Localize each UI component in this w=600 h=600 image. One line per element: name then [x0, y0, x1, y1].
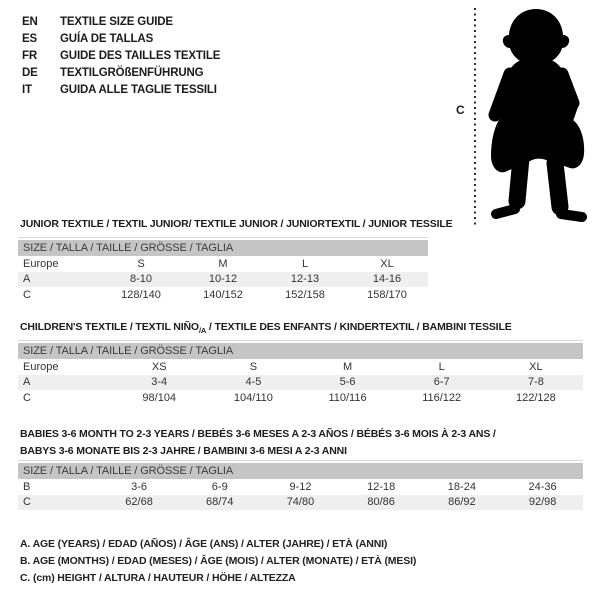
children-table-title [20, 321, 512, 335]
size-cell: 7-8 [527, 376, 544, 389]
size-cell: 6-9 [211, 480, 228, 493]
note-age-years: A. AGE (YEARS) / EDAD (AÑOS) / ÂGE (ANS) / ALTER (JAHRE) / ETÀ (ANNI) [20, 538, 388, 550]
row-label: C [23, 496, 31, 509]
size-cell: 104/110 [233, 391, 273, 404]
size-cell: 158/170 [367, 288, 407, 301]
size-cell: M [342, 360, 353, 373]
row-label: Europe [23, 360, 59, 373]
junior-table-title [20, 218, 452, 230]
size-header-bar: SIZE / TALLA / TAILLE / GRÖSSE / TAGLIA [18, 463, 583, 479]
table-row [18, 256, 428, 272]
table-header-row [18, 343, 583, 359]
size-cell: 140/152 [203, 288, 243, 301]
table-row [18, 479, 583, 495]
size-cell: 12-13 [290, 273, 320, 286]
size-cell: XL [529, 360, 543, 373]
note-height-cm: C. (cm) HEIGHT / ALTURA / HAUTEUR / HÖHE / ALTEZZA [20, 572, 296, 585]
table-header-row [18, 463, 583, 479]
size-table [18, 343, 583, 406]
size-cell: 86/92 [448, 496, 476, 509]
children-title-sub: /A [198, 326, 207, 336]
babies-table-title [20, 426, 496, 460]
babies-title-line1: BABIES 3-6 MONTH TO 2-3 YEARS / BEBÉS 3-6 MESES A 2-3 AÑOS / BÉBÉS 3-6 MOIS À 2-3 ANS / [20, 428, 496, 440]
size-cell: 24-36 [528, 480, 557, 493]
size-cell: 80/86 [367, 496, 395, 509]
size-table [18, 240, 428, 303]
babies-size-table [18, 460, 583, 510]
children-title-post: / TEXTILE DES ENFANTS / KINDERTEXTIL / BAMBINI TESSILE [206, 321, 512, 333]
size-cell: 4-5 [245, 376, 262, 389]
babies-title-line2: BABYS 3-6 MONATE BIS 2-3 JAHRE / BAMBINI 3-6 MESI A 2-3 ANNI [20, 445, 347, 457]
lang-code: EN [22, 15, 38, 28]
size-cell: 8-10 [129, 273, 153, 286]
size-cell: 74/80 [286, 496, 315, 509]
size-cell: 122/128 [516, 391, 556, 404]
lang-row-en [22, 13, 220, 30]
lang-row-de [22, 64, 220, 81]
table-row [18, 375, 583, 391]
junior-size-table [18, 237, 428, 303]
lang-code: ES [22, 32, 38, 45]
table-header-row [18, 240, 428, 256]
size-cell: 6-7 [433, 376, 450, 389]
measurement-figure [445, 0, 600, 232]
table-row [18, 390, 583, 406]
lang-row-es [22, 30, 220, 47]
size-cell: 10-12 [208, 273, 238, 286]
size-cell: 5-6 [339, 376, 356, 389]
size-header-bar: SIZE / TALLA / TAILLE / GRÖSSE / TAGLIA [18, 240, 428, 256]
lang-row-it [22, 81, 220, 98]
size-cell: 3-4 [151, 376, 168, 389]
table-row [18, 287, 428, 303]
size-cell: M [218, 257, 228, 270]
row-label: B [23, 480, 31, 493]
table-row [18, 359, 583, 375]
legend-notes [20, 536, 416, 588]
size-table [18, 463, 583, 510]
size-cell: XL [380, 257, 394, 270]
size-cell: L [438, 360, 445, 373]
lang-label: TEXTILE SIZE GUIDE [60, 15, 173, 28]
size-cell: L [301, 257, 309, 270]
size-cell: S [137, 257, 145, 270]
measure-c-label: C [456, 103, 465, 117]
size-cell: 128/140 [121, 288, 161, 301]
lang-label: TEXTILGRÖßENFÜHRUNG [60, 66, 204, 79]
children-title-pre: CHILDREN'S TEXTILE / TEXTIL NIÑO [20, 321, 199, 333]
size-cell: 98/104 [142, 391, 177, 404]
language-title-block [22, 13, 220, 98]
table-row [18, 495, 583, 511]
lang-row-fr [22, 47, 220, 64]
lang-code: FR [22, 49, 38, 62]
children-size-table [18, 340, 583, 406]
table-row [18, 272, 428, 288]
row-label: A [23, 273, 31, 286]
size-cell: 62/68 [125, 496, 153, 509]
size-cell: 68/74 [205, 496, 234, 509]
lang-code: IT [22, 83, 32, 96]
size-cell: 110/116 [328, 391, 367, 404]
lang-label: GUIDE DES TAILLES TEXTILE [60, 49, 221, 62]
size-cell: 9-12 [289, 480, 312, 493]
row-label: Europe [23, 257, 59, 270]
baby-silhouette-icon [483, 8, 589, 222]
size-cell: 116/122 [422, 391, 462, 404]
size-cell: 18-24 [447, 480, 476, 493]
row-label: A [23, 376, 31, 389]
lang-code: DE [22, 66, 38, 79]
size-cell: 92/98 [528, 496, 557, 509]
note-age-months: B. AGE (MONTHS) / EDAD (MESES) / ÂGE (MOIS) / ALTER (MONATE) / ETÀ (MESI) [20, 555, 417, 568]
size-cell: 3-6 [131, 480, 147, 493]
lang-label: GUIDA ALLE TAGLIE TESSILI [60, 83, 217, 96]
size-cell: 14-16 [372, 273, 402, 286]
size-cell: XS [151, 360, 167, 373]
row-label: C [23, 391, 31, 404]
size-cell: 152/158 [285, 288, 325, 301]
lang-label: GUÍA DE TALLAS [60, 32, 154, 45]
size-cell: 12-18 [367, 480, 396, 493]
junior-title-text: JUNIOR TEXTILE / TEXTIL JUNIOR/ TEXTILE JUNIOR / JUNIORTEXTIL / JUNIOR TESSILE [20, 218, 453, 230]
height-measure-line [474, 8, 476, 228]
size-cell: S [249, 360, 258, 373]
size-header-bar: SIZE / TALLA / TAILLE / GRÖSSE / TAGLIA [18, 343, 583, 359]
row-label: C [23, 288, 31, 301]
